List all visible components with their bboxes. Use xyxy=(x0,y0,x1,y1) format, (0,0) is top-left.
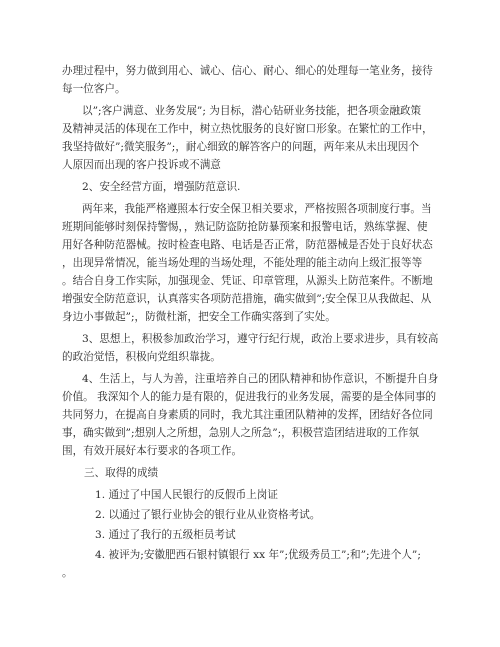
paragraph-line: 的政治觉悟，积极向党组织靠拢。 xyxy=(62,351,221,363)
paragraph-line: 3、思想上，积极参加政治学习，遵守行纪行规，政治上要求进步，具有较高 xyxy=(82,333,439,345)
paragraph-line: 4、生活上，与人为善，注重培养自己的团队精神和协作意识，不断提升自身 xyxy=(82,373,439,385)
paragraph-line: 我坚持做好”;微笑服务”;，耐心细致的解答客户的问题，两年来从未出现因个 xyxy=(62,141,419,153)
paragraph-line: 增强安全防范意识，认真落实各项防范措施，确实做到”;安全保卫从我做起、从 xyxy=(62,293,432,305)
paragraph-line: 。结合自身工作实际，加强现金、凭证、印章管理，从源头上防范案件。不断地 xyxy=(62,275,433,287)
paragraph-line: 围，有效开展好本行要求的各项工作。 xyxy=(62,445,243,457)
paragraph-line: 用好各种防范器械。按时检查电路、电话是否正常，防范器械是否处于良好状态 xyxy=(62,239,433,251)
section-heading: 2、安全经营方面，增强防范意识. xyxy=(82,181,241,193)
paragraph-line: 班期间能够时刻保持警惕，，熟记防盗防抢防暴预案和报警电话，熟练掌握、使 xyxy=(62,221,428,233)
list-item: 2. 以通过了银行业协会的银行业从业资格考试。 xyxy=(95,509,321,521)
paragraph-line: 事，确实做到”;想别人之所想，急别人之所急”;，积极营造团结进取的工作氛 xyxy=(62,427,419,439)
list-item: 4. 被评为;安徽肥西石银村镇银行 xx 年”;优级秀员工”;和”;先进个人”; xyxy=(95,549,421,561)
paragraph-line: 共同努力，在提高自身素质的同时，我尤其注重团队精神的发挥，团结好各位同 xyxy=(62,409,433,421)
paragraph-line: 身边小事做起”;，防微杜渐，把安全工作确实落到了实处。 xyxy=(62,311,336,323)
paragraph-line: ，出现异常情况，能当场处理的当场处理，不能处理的能主动向上级汇报等等 xyxy=(62,257,423,269)
paragraph-line: 办理过程中，努力做到用心、诚心、信心、耐心、细心的处理每一笔业务，接待 xyxy=(62,65,433,77)
paragraph-line: 人原因而出现的客户投诉或不满意 xyxy=(62,159,221,171)
paragraph-line: 两年来，我能严格遵照本行安全保卫相关要求，严格按照各项制度行事。当 xyxy=(82,203,432,215)
list-item: 3. 通过了我行的五级柜员考试 xyxy=(95,529,236,541)
trailing-mark: 。 xyxy=(62,567,73,579)
paragraph-line: 以”;客户满意、业务发展”; 为目标，潜心钻研业务技能，把各项金融政策 xyxy=(82,105,422,117)
paragraph-line: 每一位客户。 xyxy=(62,83,126,95)
section-heading: 三、取得的成绩 xyxy=(84,467,159,479)
paragraph-line: 价值。 我深知个人的能力是有限的，促进我行的业务发展，需要的是全体同事的 xyxy=(62,391,437,403)
paragraph-line: 及精神灵活的体现在工作中，树立热忱服务的良好窗口形象。在繁忙的工作中， xyxy=(62,123,433,135)
list-item: 1. 通过了中国人民银行的反假币上岗证 xyxy=(95,489,278,501)
